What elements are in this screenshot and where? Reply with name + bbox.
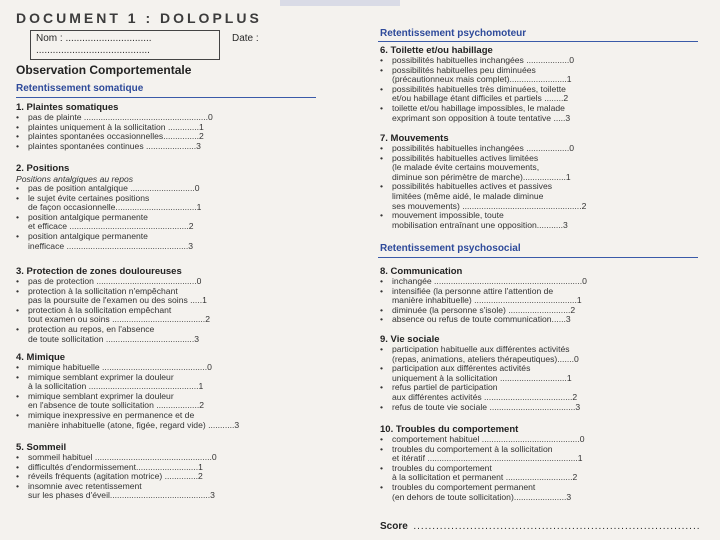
bullet-icon: • bbox=[380, 382, 384, 393]
option-text: à la sollicitation et permanent ............................2 bbox=[392, 472, 578, 483]
option-text: de façon occasionnelle..................................1 bbox=[28, 202, 202, 213]
option-text: mimique semblant exprimer la douleur bbox=[28, 371, 174, 382]
category-title: 10. Troubles du comportement bbox=[380, 424, 519, 435]
bullet-icon: • bbox=[380, 152, 384, 163]
bullet-icon: • bbox=[16, 362, 20, 372]
bullet-icon: • bbox=[380, 462, 384, 473]
bullet-icon: • bbox=[16, 480, 20, 491]
option-text: difficultés d'endormissement..........................1 bbox=[28, 461, 203, 472]
option-text: participation aux différentes activités bbox=[392, 363, 531, 374]
bullet-icon: • bbox=[16, 231, 20, 241]
option-text: de toute sollicitation .....................................3 bbox=[28, 333, 199, 344]
document-title: DOCUMENT 1 : DOLOPLUS bbox=[16, 10, 262, 26]
option-text: troubles du comportement bbox=[392, 462, 492, 473]
option-text: sommeil habituel .................................................0 bbox=[28, 452, 217, 462]
option-text: et/ou habillage étant difficiles et partiels ........2 bbox=[392, 93, 569, 104]
bullet-icon: • bbox=[380, 103, 384, 113]
option-text: tout examen ou soins .......................................2 bbox=[28, 314, 210, 325]
nom-dots-line: ......................................... bbox=[36, 45, 150, 56]
main-title: Observation Comportementale bbox=[16, 63, 192, 77]
bullet-icon: • bbox=[16, 131, 20, 142]
score-label: Score bbox=[380, 521, 408, 532]
option-text: (précautionneux mais complet)........................1 bbox=[392, 74, 572, 85]
option-text: sur les phases d'éveil..........................................3 bbox=[28, 490, 215, 501]
bullet-icon: • bbox=[16, 285, 20, 296]
bullet-icon: • bbox=[380, 482, 384, 492]
option-text: manière inhabituelle) ...........................................1 bbox=[392, 295, 582, 306]
bullet-icon: • bbox=[16, 211, 20, 222]
score-option bbox=[16, 142, 201, 152]
option-text: possibilités habituelles très diminuées, toilette bbox=[392, 83, 566, 94]
option-text: uniquement à la sollicitation ............................1 bbox=[392, 372, 572, 383]
bullet-icon: • bbox=[380, 344, 384, 354]
option-text: et efficace ..................................................2 bbox=[28, 221, 194, 232]
date-label: Date : bbox=[232, 33, 259, 44]
category-title: 6. Toilette et/ou habillage bbox=[380, 45, 493, 56]
score-option bbox=[16, 335, 199, 345]
bullet-icon: • bbox=[380, 55, 384, 65]
score-line[interactable] bbox=[380, 521, 701, 532]
option-text: inefficace ...................................................3 bbox=[28, 240, 194, 251]
option-text: mimique inexpressive en permanence et de bbox=[28, 410, 195, 420]
bullet-icon: • bbox=[380, 434, 384, 444]
option-text: possibilités habituelles actives limitées bbox=[392, 152, 539, 163]
top-edge-band bbox=[280, 0, 400, 6]
option-text: (repas, animations, ateliers thérapeutiques).......0 bbox=[392, 353, 579, 364]
bullet-icon: • bbox=[16, 192, 20, 203]
score-option bbox=[16, 421, 239, 431]
bullet-icon: • bbox=[16, 183, 20, 193]
option-text: pas de protection ..........................................0 bbox=[28, 276, 202, 286]
bullet-icon: • bbox=[380, 83, 384, 94]
bullet-icon: • bbox=[16, 304, 20, 315]
score-option bbox=[380, 403, 580, 413]
option-text: intensifiée (la personne attire l'attention de bbox=[392, 285, 554, 296]
bullet-icon: • bbox=[380, 443, 384, 454]
option-text: diminuée (la personne s'isole) ..........................2 bbox=[392, 304, 576, 315]
score-option bbox=[380, 315, 571, 325]
option-text: insomnie avec retentissement bbox=[28, 480, 142, 491]
section-rule bbox=[378, 41, 698, 42]
option-text: protection au repos, en l'absence bbox=[28, 324, 155, 334]
patient-name-field[interactable] bbox=[30, 30, 220, 60]
option-text: mouvement impossible, toute bbox=[392, 210, 504, 221]
section-somatique: Retentissement somatique bbox=[16, 83, 144, 94]
option-text: le sujet évite certaines positions bbox=[28, 192, 150, 203]
option-text: (en dehors de toute sollicitation)......................3 bbox=[392, 491, 572, 502]
score-option bbox=[380, 114, 570, 124]
option-text: ses mouvements) ..................................................2 bbox=[392, 200, 587, 211]
category-title: 1. Plaintes somatiques bbox=[16, 102, 119, 113]
bullet-icon: • bbox=[380, 363, 384, 374]
option-text: pas de plainte ....................................................0 bbox=[28, 112, 213, 122]
score-option bbox=[16, 491, 215, 501]
score-option bbox=[16, 242, 193, 252]
category-title: 9. Vie sociale bbox=[380, 334, 440, 345]
option-text: refus de toute vie sociale ....................................3 bbox=[392, 401, 581, 412]
option-text: en l'absence de toute sollicitation ..................2 bbox=[28, 400, 204, 411]
bullet-icon: • bbox=[380, 181, 384, 192]
option-text: plaintes uniquement à la sollicitation .............1 bbox=[28, 121, 204, 132]
score-option bbox=[380, 493, 571, 503]
bullet-icon: • bbox=[380, 285, 384, 296]
option-text: troubles du comportement permanent bbox=[392, 482, 536, 492]
option-text: toilette et/ou habillage impossibles, le malade bbox=[392, 103, 565, 113]
option-text: refus partiel de participation bbox=[392, 382, 498, 393]
option-text: mimique semblant exprimer la douleur bbox=[28, 390, 174, 401]
bullet-icon: • bbox=[16, 121, 20, 132]
score-dots: ............................................................................ bbox=[413, 521, 701, 532]
category-title: 2. Positions bbox=[16, 163, 70, 174]
category-subtitle: Positions antalgiques au repos bbox=[16, 174, 134, 184]
option-text: diminue son périmètre de marche)..................1 bbox=[392, 171, 571, 182]
option-text: inchangée ..............................................................0 bbox=[392, 276, 587, 286]
bullet-icon: • bbox=[16, 140, 20, 151]
bullet-icon: • bbox=[16, 371, 20, 382]
option-text: réveils fréquents (agitation motrice) ..............2 bbox=[28, 471, 203, 482]
option-text: (le malade évite certains mouvements, bbox=[392, 162, 540, 173]
bullet-icon: • bbox=[16, 471, 20, 482]
option-text: exprimant son opposition à toute tentative .....3 bbox=[392, 112, 571, 123]
bullet-icon: • bbox=[380, 314, 384, 325]
option-text: aux différentes activités .....................................2 bbox=[392, 392, 578, 402]
option-text: limitées (même aidé, le malade diminue bbox=[392, 191, 544, 201]
bullet-icon: • bbox=[16, 276, 20, 286]
option-text: plaintes spontanées continues .....................3 bbox=[28, 140, 201, 151]
option-text: possibilités habituelles inchangées ..................0 bbox=[392, 143, 575, 153]
nom-label: Nom : ............................... bbox=[36, 33, 152, 44]
option-text: manière inhabituelle (atone, figée, regard vide) ...........3 bbox=[28, 419, 240, 430]
bullet-icon: • bbox=[16, 452, 20, 462]
bullet-icon: • bbox=[380, 304, 384, 315]
option-text: possibilités habituelles peu diminuées bbox=[392, 64, 536, 75]
bullet-icon: • bbox=[380, 276, 384, 286]
category-title: 7. Mouvements bbox=[380, 133, 449, 144]
option-text: troubles du comportement à la sollicitation bbox=[392, 443, 553, 454]
option-text: plaintes spontanées occasionnelles...............2 bbox=[28, 131, 204, 142]
option-text: et itératif ...............................................................1 bbox=[392, 453, 583, 464]
section-psychomoteur: Retentissement psychomoteur bbox=[380, 28, 527, 39]
bullet-icon: • bbox=[380, 64, 384, 75]
score-option bbox=[380, 221, 568, 231]
option-text: position antalgique permanente bbox=[28, 211, 148, 222]
bullet-icon: • bbox=[380, 401, 384, 412]
option-text: protection à la sollicitation empêchant bbox=[28, 304, 172, 315]
bullet-icon: • bbox=[16, 461, 20, 472]
option-text: possibilités habituelles actives et passives bbox=[392, 181, 553, 192]
option-text: pas la poursuite de l'examen ou des soins .....1 bbox=[28, 295, 207, 306]
section-psychosocial: Retentissement psychosocial bbox=[380, 243, 521, 254]
bullet-icon: • bbox=[380, 210, 384, 221]
bullet-icon: • bbox=[16, 410, 20, 420]
option-text: à la sollicitation ..............................................1 bbox=[28, 381, 204, 392]
section-rule bbox=[16, 97, 316, 98]
category-title: 5. Sommeil bbox=[16, 442, 67, 453]
section-rule bbox=[378, 257, 698, 258]
category-title: 4. Mimique bbox=[16, 352, 66, 363]
option-text: mobilisation entraînant une opposition...........3 bbox=[392, 219, 568, 230]
category-title: 3. Protection de zones douloureuses bbox=[16, 266, 182, 277]
bullet-icon: • bbox=[16, 112, 20, 122]
option-text: protection à la sollicitation n'empêchant bbox=[28, 285, 178, 296]
option-text: possibilités habituelles inchangées ..................0 bbox=[392, 55, 575, 65]
option-text: absence ou refus de toute communication......3 bbox=[392, 314, 571, 325]
bullet-icon: • bbox=[16, 324, 20, 334]
bullet-icon: • bbox=[380, 143, 384, 153]
option-text: mimique habituelle ............................................0 bbox=[28, 362, 212, 372]
option-text: comportement habituel .........................................0 bbox=[392, 434, 585, 444]
option-text: position antalgique permanente bbox=[28, 231, 148, 241]
bullet-icon: • bbox=[16, 390, 20, 401]
option-text: participation habituelle aux différentes activités bbox=[392, 344, 570, 354]
category-title: 8. Communication bbox=[380, 266, 463, 277]
option-text: pas de position antalgique ...........................0 bbox=[28, 183, 200, 193]
